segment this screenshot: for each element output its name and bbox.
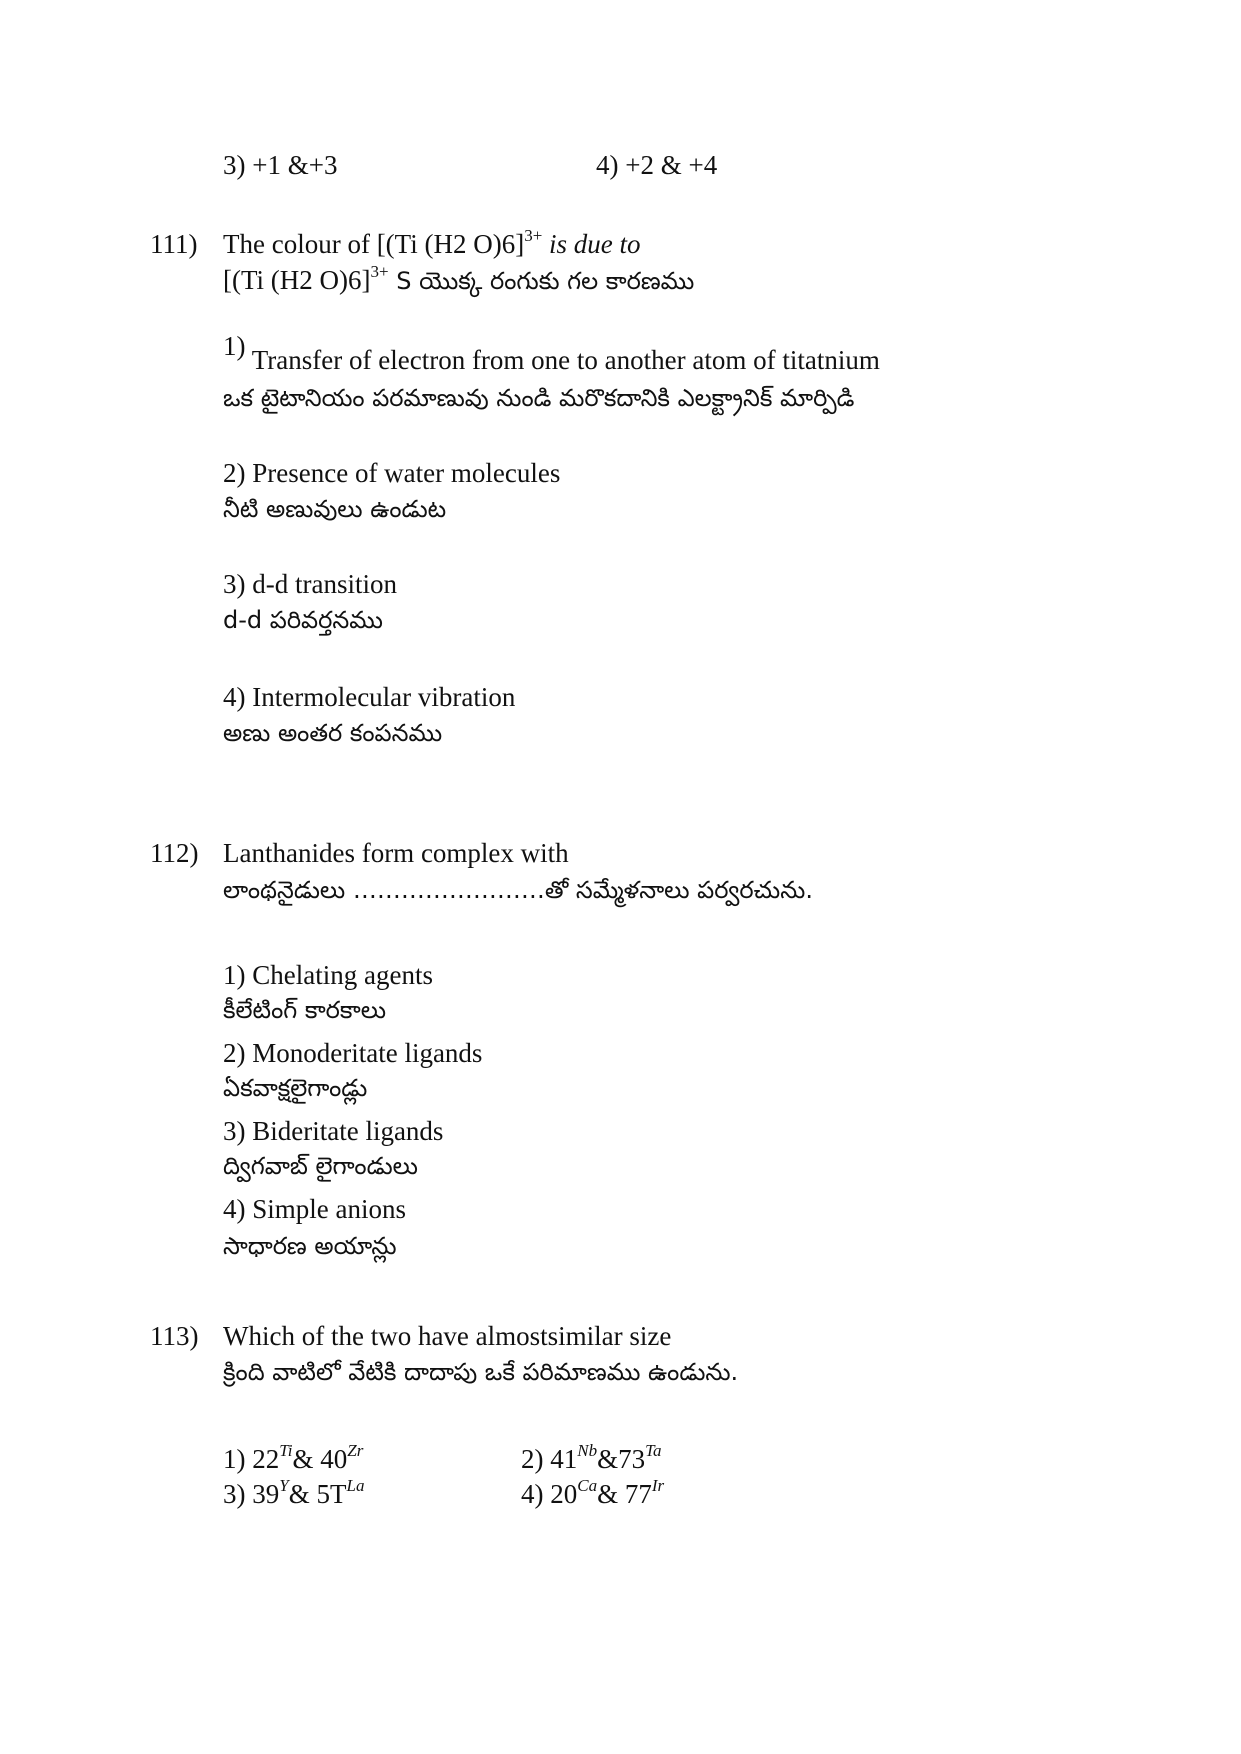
question-112-number: 112)	[150, 838, 199, 868]
question-113-stem-en: Which of the two have almostsimilar size	[223, 1321, 672, 1351]
question-112-option-2-en: 2) Monoderitate ligands	[223, 1038, 483, 1068]
prev-option-4: 4) +2 & +4	[596, 150, 718, 180]
question-113-option-2: 2) $41^{Nb}\&73^{Ta}$	[521, 1441, 662, 1474]
question-112-option-4-en: 4) Simple anions	[223, 1194, 406, 1224]
question-112-stem-en: Lanthanides form complex with	[223, 838, 569, 868]
question-111-number: 111)	[150, 229, 198, 259]
question-113-stem-te: క్రింది వాటిలో వేటికి దాదాపు ఒకే పరిమాణము ఉండును.	[223, 1358, 739, 1386]
question-113-number: 113)	[150, 1321, 199, 1351]
question-111-option-3-en: 3) d-d transition	[223, 569, 397, 599]
question-112-option-1-te: కీలేటింగ్ కారకాలు	[223, 996, 387, 1024]
question-111-option-4-en: 4) Intermolecular vibration	[223, 682, 516, 712]
question-111-option-2-en: 2) Presence of water molecules	[223, 458, 561, 488]
question-111-option-2-te: నీటి అణువులు ఉండుట	[223, 495, 447, 523]
question-112-option-4-te: సాధారణ అయాన్లు	[223, 1232, 397, 1260]
question-113-option-4: 4) $20^{Ca}\&$ $77^{Ir}$	[521, 1476, 665, 1509]
question-111-option-1-te: ఒక టైటానియం పరమాణువు నుండి మరొకదానికి ఎలక్ట్రానిక్ మార్పిడి	[223, 384, 855, 412]
question-111-option-4-te: అణు అంతర కంపనము	[223, 719, 443, 747]
question-112-option-3-te: ద్విగవాబ్ లైగాండులు	[223, 1152, 418, 1180]
question-112-option-1-en: 1) Chelating agents	[223, 960, 433, 990]
question-111-stem-te: [(Ti (H2 O)6]$^{3+}$ S యొక్క రంగుకు గల కారణము	[223, 262, 695, 295]
question-113-option-3: 3) $39^Y\&$ $5T^{La}$	[223, 1476, 365, 1509]
question-111-option-1-en: $^{1)}$ Transfer of electron from one to another atom of titatnium	[223, 331, 880, 375]
question-113-option-1: 1) $22^{Ti}\&$ $40^{Zr}$	[223, 1441, 364, 1474]
question-111-option-3-te: d-d పరివర్తనము	[223, 606, 383, 634]
question-112-option-3-en: 3) Bideritate ligands	[223, 1116, 444, 1146]
prev-option-3: 3) +1 &+3	[223, 150, 338, 180]
question-112-option-2-te: ఏకవాక్షలైగాండ్లు	[223, 1074, 368, 1102]
question-111-stem-en: The colour of [(Ti (H2 O)6]$^{3+}$ is due to	[223, 226, 641, 259]
question-112-stem-te: లాంథనైడులు ……………………తో సమ్మేళనాలు పర్వరచును.	[223, 876, 813, 904]
